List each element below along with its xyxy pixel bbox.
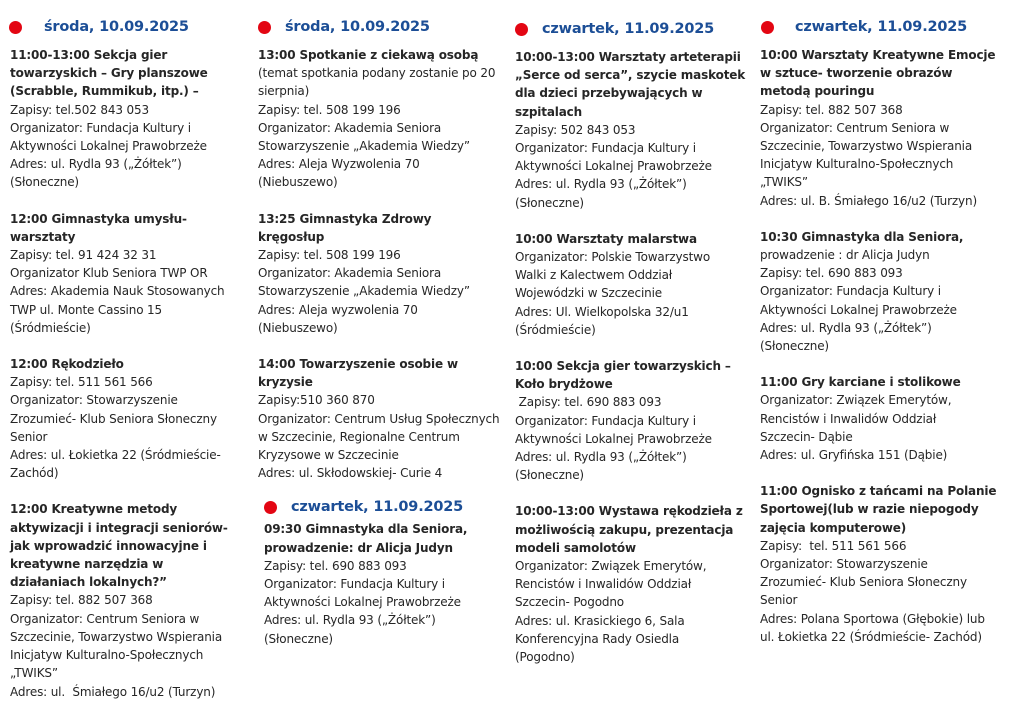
event-item bbox=[258, 46, 498, 192]
event-signup: Zapisy: tel. 508 199 196 bbox=[258, 102, 401, 117]
schedule-column-1 bbox=[10, 16, 250, 701]
red-bullet-icon bbox=[258, 21, 271, 34]
event-instructor: prowadzenie : dr Alicja Judyn bbox=[760, 248, 930, 263]
event-item bbox=[10, 500, 242, 700]
event-organizer: Organizator: Stowarzyszenie Zrozumieć- Klub Seniora Słoneczny Senior bbox=[10, 393, 221, 444]
event-title: 09:30 Gimnastyka dla Seniora, prowadzenie: dr Alicja Judyn bbox=[264, 522, 468, 555]
event-address: Adres: ul. Skłodowskiej- Curie 4 bbox=[258, 466, 443, 481]
event-signup: Zapisy: tel. 690 883 093 bbox=[515, 395, 662, 410]
event-organizer: Organizator: Stowarzyszenie Zrozumieć- Klub Seniora Słoneczny Senior bbox=[760, 557, 971, 608]
event-title: 14:00 Towarzyszenie osobie w kryzysie bbox=[258, 357, 458, 390]
event-organizer: Organizator: Związek Emerytów, Rencistów i Inwalidów Oddział Szczecin- Pogodno bbox=[515, 559, 711, 610]
event-item bbox=[10, 210, 245, 337]
schedule-column-3 bbox=[515, 18, 753, 666]
event-organizer: Organizator: Akademia Seniora Stowarzyszenie „Akademia Wiedzy” bbox=[258, 266, 470, 299]
event-title: 13:00 Spotkanie z ciekawą osobą bbox=[258, 48, 479, 62]
event-title: 10:00 Warsztaty malarstwa bbox=[515, 231, 697, 246]
event-signup: Zapisy: tel. 511 561 566 bbox=[10, 375, 153, 390]
schedule-column-2 bbox=[258, 16, 508, 648]
event-title: 11:00-13:00 Sekcja gier towarzyskich – Gry planszowe (Scrabble, Rummikub, itp.) – bbox=[10, 48, 208, 99]
event-item bbox=[10, 46, 225, 192]
event-signup: Zapisy:510 360 870 bbox=[258, 393, 375, 408]
date-text: środa, 10.09.2025 bbox=[285, 19, 430, 35]
date-heading bbox=[10, 16, 250, 38]
event-address: Adres: ul. Śmiałego 16/u2 (Turzyn) bbox=[10, 684, 216, 699]
event-item bbox=[760, 46, 1000, 210]
event-signup: Zapisy: tel. 882 507 368 bbox=[10, 593, 153, 608]
event-address: Adres: ul. Rydla 93 („Żółtek”) (Słoneczne) bbox=[760, 320, 936, 354]
event-title: 10:00-13:00 Warsztaty arteterapii „Serce od serca”, szycie maskotek dla dzieci przebywających w szpitalach bbox=[515, 50, 746, 119]
red-bullet-icon bbox=[761, 21, 774, 34]
event-signup: Zapisy: tel. 511 561 566 bbox=[760, 538, 907, 553]
event-organizer: Organizator: Fundacja Kultury i Aktywności Lokalnej Prawobrzeże bbox=[515, 141, 712, 174]
event-item bbox=[515, 48, 747, 212]
event-item bbox=[515, 230, 740, 339]
event-title: 12:00 Kreatywne metody aktywizacji i integracji seniorów- jak wprowadzić innowacyjne i kreatywne narzędzia w działaniach lokalnych?” bbox=[10, 502, 228, 590]
event-title: 11:00 Ognisko z tańcami na Polanie Sportowej(lub w razie niepogody zajęcia komputerowe) bbox=[760, 484, 997, 535]
event-title: 12:00 Rękodzieło bbox=[10, 357, 124, 372]
event-title: 10:00 Warsztaty Kreatywne Emocje w sztuce- tworzenie obrazów metodą pouringu bbox=[760, 48, 996, 99]
event-title: 10:30 Gimnastyka dla Seniora, bbox=[760, 229, 964, 244]
date-heading bbox=[760, 16, 1022, 38]
event-item bbox=[258, 210, 498, 337]
event-item bbox=[760, 228, 1000, 355]
date-text: czwartek, 11.09.2025 bbox=[795, 19, 968, 35]
event-organizer: Organizator: Centrum Seniora w Szczecinie, Towarzystwo Wspierania Inicjatyw Kulturalno-Społecznych „TWIKS” bbox=[10, 611, 226, 681]
red-bullet-icon bbox=[9, 21, 22, 34]
event-address: Adres: ul. Rydla 93 („Żółtek”) (Słoneczne) bbox=[264, 613, 440, 646]
event-address: Adres: ul. Rydla 93 („Żółtek”) (Słoneczne) bbox=[515, 177, 691, 210]
event-organizer: Organizator: Centrum Seniora w Szczecinie, Towarzystwo Wspierania Inicjatyw Kulturalno-Społecznych „TWIKS” bbox=[760, 120, 976, 190]
date-text: czwartek, 11.09.2025 bbox=[542, 21, 715, 37]
event-title: 13:25 Gimnastyka Zdrowy kręgosłup bbox=[258, 211, 432, 244]
red-bullet-icon bbox=[264, 501, 277, 514]
date-text: środa, 10.09.2025 bbox=[44, 19, 189, 35]
event-signup: Zapisy: tel. 690 883 093 bbox=[760, 266, 903, 281]
event-address: Adres: ul. Rydla 93 („Żółtek”) (Słoneczne) bbox=[515, 450, 691, 483]
event-organizer: Organizator: Akademia Seniora Stowarzyszenie „Akademia Wiedzy” bbox=[258, 120, 470, 154]
event-address: Adres: Aleja Wyzwolenia 70 (Niebuszewo) bbox=[258, 157, 424, 190]
event-title: 10:00-13:00 Wystawa rękodzieła z możliwością zakupu, prezentacja modeli samolotów bbox=[515, 504, 743, 555]
event-address: Adres: ul. Łokietka 22 (Śródmieście-Zachód) bbox=[10, 448, 221, 481]
event-signup: Zapisy: tel.502 843 053 bbox=[10, 102, 149, 117]
event-signup: Zapisy: tel. 882 507 368 bbox=[760, 102, 903, 117]
event-signup: Zapisy: tel. 508 199 196 bbox=[258, 248, 401, 263]
event-address: Adres: ul. B. Śmiałego 16/u2 (Turzyn) bbox=[760, 193, 978, 208]
event-organizer: Organizator: Fundacja Kultury i Aktywności Lokalnej Prawobrzeże bbox=[10, 120, 207, 154]
event-organizer: Organizator: Fundacja Kultury i Aktywności Lokalnej Prawobrzeże bbox=[264, 577, 461, 610]
event-organizer: Organizator: Centrum Usług Społecznych w Szczecinie, Regionalne Centrum Kryzysowe w Szczecinie bbox=[258, 411, 504, 463]
event-item bbox=[258, 520, 504, 647]
event-address: Adres: ul. Rydla 93 („Żółtek”) (Słoneczne) bbox=[10, 157, 186, 190]
event-organizer: Organizator: Związek Emerytów, Rencistów i Inwalidów Oddział Szczecin- Dąbie bbox=[760, 393, 956, 444]
red-bullet-icon bbox=[515, 23, 528, 36]
date-heading bbox=[258, 496, 508, 518]
date-text: czwartek, 11.09.2025 bbox=[291, 499, 464, 516]
event-organizer: Organizator: Fundacja Kultury i Aktywności Lokalnej Prawobrzeże bbox=[515, 413, 712, 446]
date-heading bbox=[515, 18, 753, 40]
event-item bbox=[760, 373, 985, 464]
event-address: Adres: Aleja wyzwolenia 70 (Niebuszewo) bbox=[258, 302, 422, 335]
event-address: Adres: ul. Krasickiego 6, Sala Konferencyjna Rady Osiedla (Pogodno) bbox=[515, 613, 689, 665]
event-address: Adres: ul. Gryfińska 151 (Dąbie) bbox=[760, 448, 948, 463]
event-title: 10:00 Sekcja gier towarzyskich – Koło brydżowe bbox=[515, 359, 731, 392]
event-topic: (temat spotkania podany zostanie po 20 sierpnia) bbox=[258, 66, 500, 99]
event-title: 12:00 Gimnastyka umysłu-warsztaty bbox=[10, 211, 187, 244]
event-item bbox=[515, 357, 740, 484]
event-item bbox=[760, 482, 1000, 646]
event-signup: Zapisy: tel. 690 883 093 bbox=[264, 558, 407, 573]
event-item bbox=[10, 355, 238, 482]
event-address: Adres: Akademia Nauk Stosowanych TWP ul. Monte Cassino 15 (Śródmieście) bbox=[10, 284, 229, 335]
event-address: Adres: Ul. Wielkopolska 32/u1 (Śródmieście) bbox=[515, 304, 693, 337]
event-item bbox=[515, 502, 751, 666]
date-heading bbox=[258, 16, 508, 38]
event-signup: Zapisy: tel. 91 424 32 31 bbox=[10, 248, 157, 263]
event-organizer: Organizator Klub Seniora TWP OR bbox=[10, 266, 208, 281]
schedule-column-4 bbox=[760, 16, 1022, 646]
event-signup: Zapisy: 502 843 053 bbox=[515, 122, 636, 137]
event-organizer: Organizator: Polskie Towarzystwo Walki z Kalectwem Oddział Wojewódzki w Szczecinie bbox=[515, 250, 714, 301]
event-title: 11:00 Gry karciane i stolikowe bbox=[760, 375, 961, 390]
event-address: Adres: Polana Sportowa (Głębokie) lub ul. Łokietka 22 (Śródmieście- Zachód) bbox=[760, 611, 989, 644]
event-item bbox=[258, 355, 503, 482]
event-organizer: Organizator: Fundacja Kultury i Aktywności Lokalnej Prawobrzeże bbox=[760, 284, 957, 317]
